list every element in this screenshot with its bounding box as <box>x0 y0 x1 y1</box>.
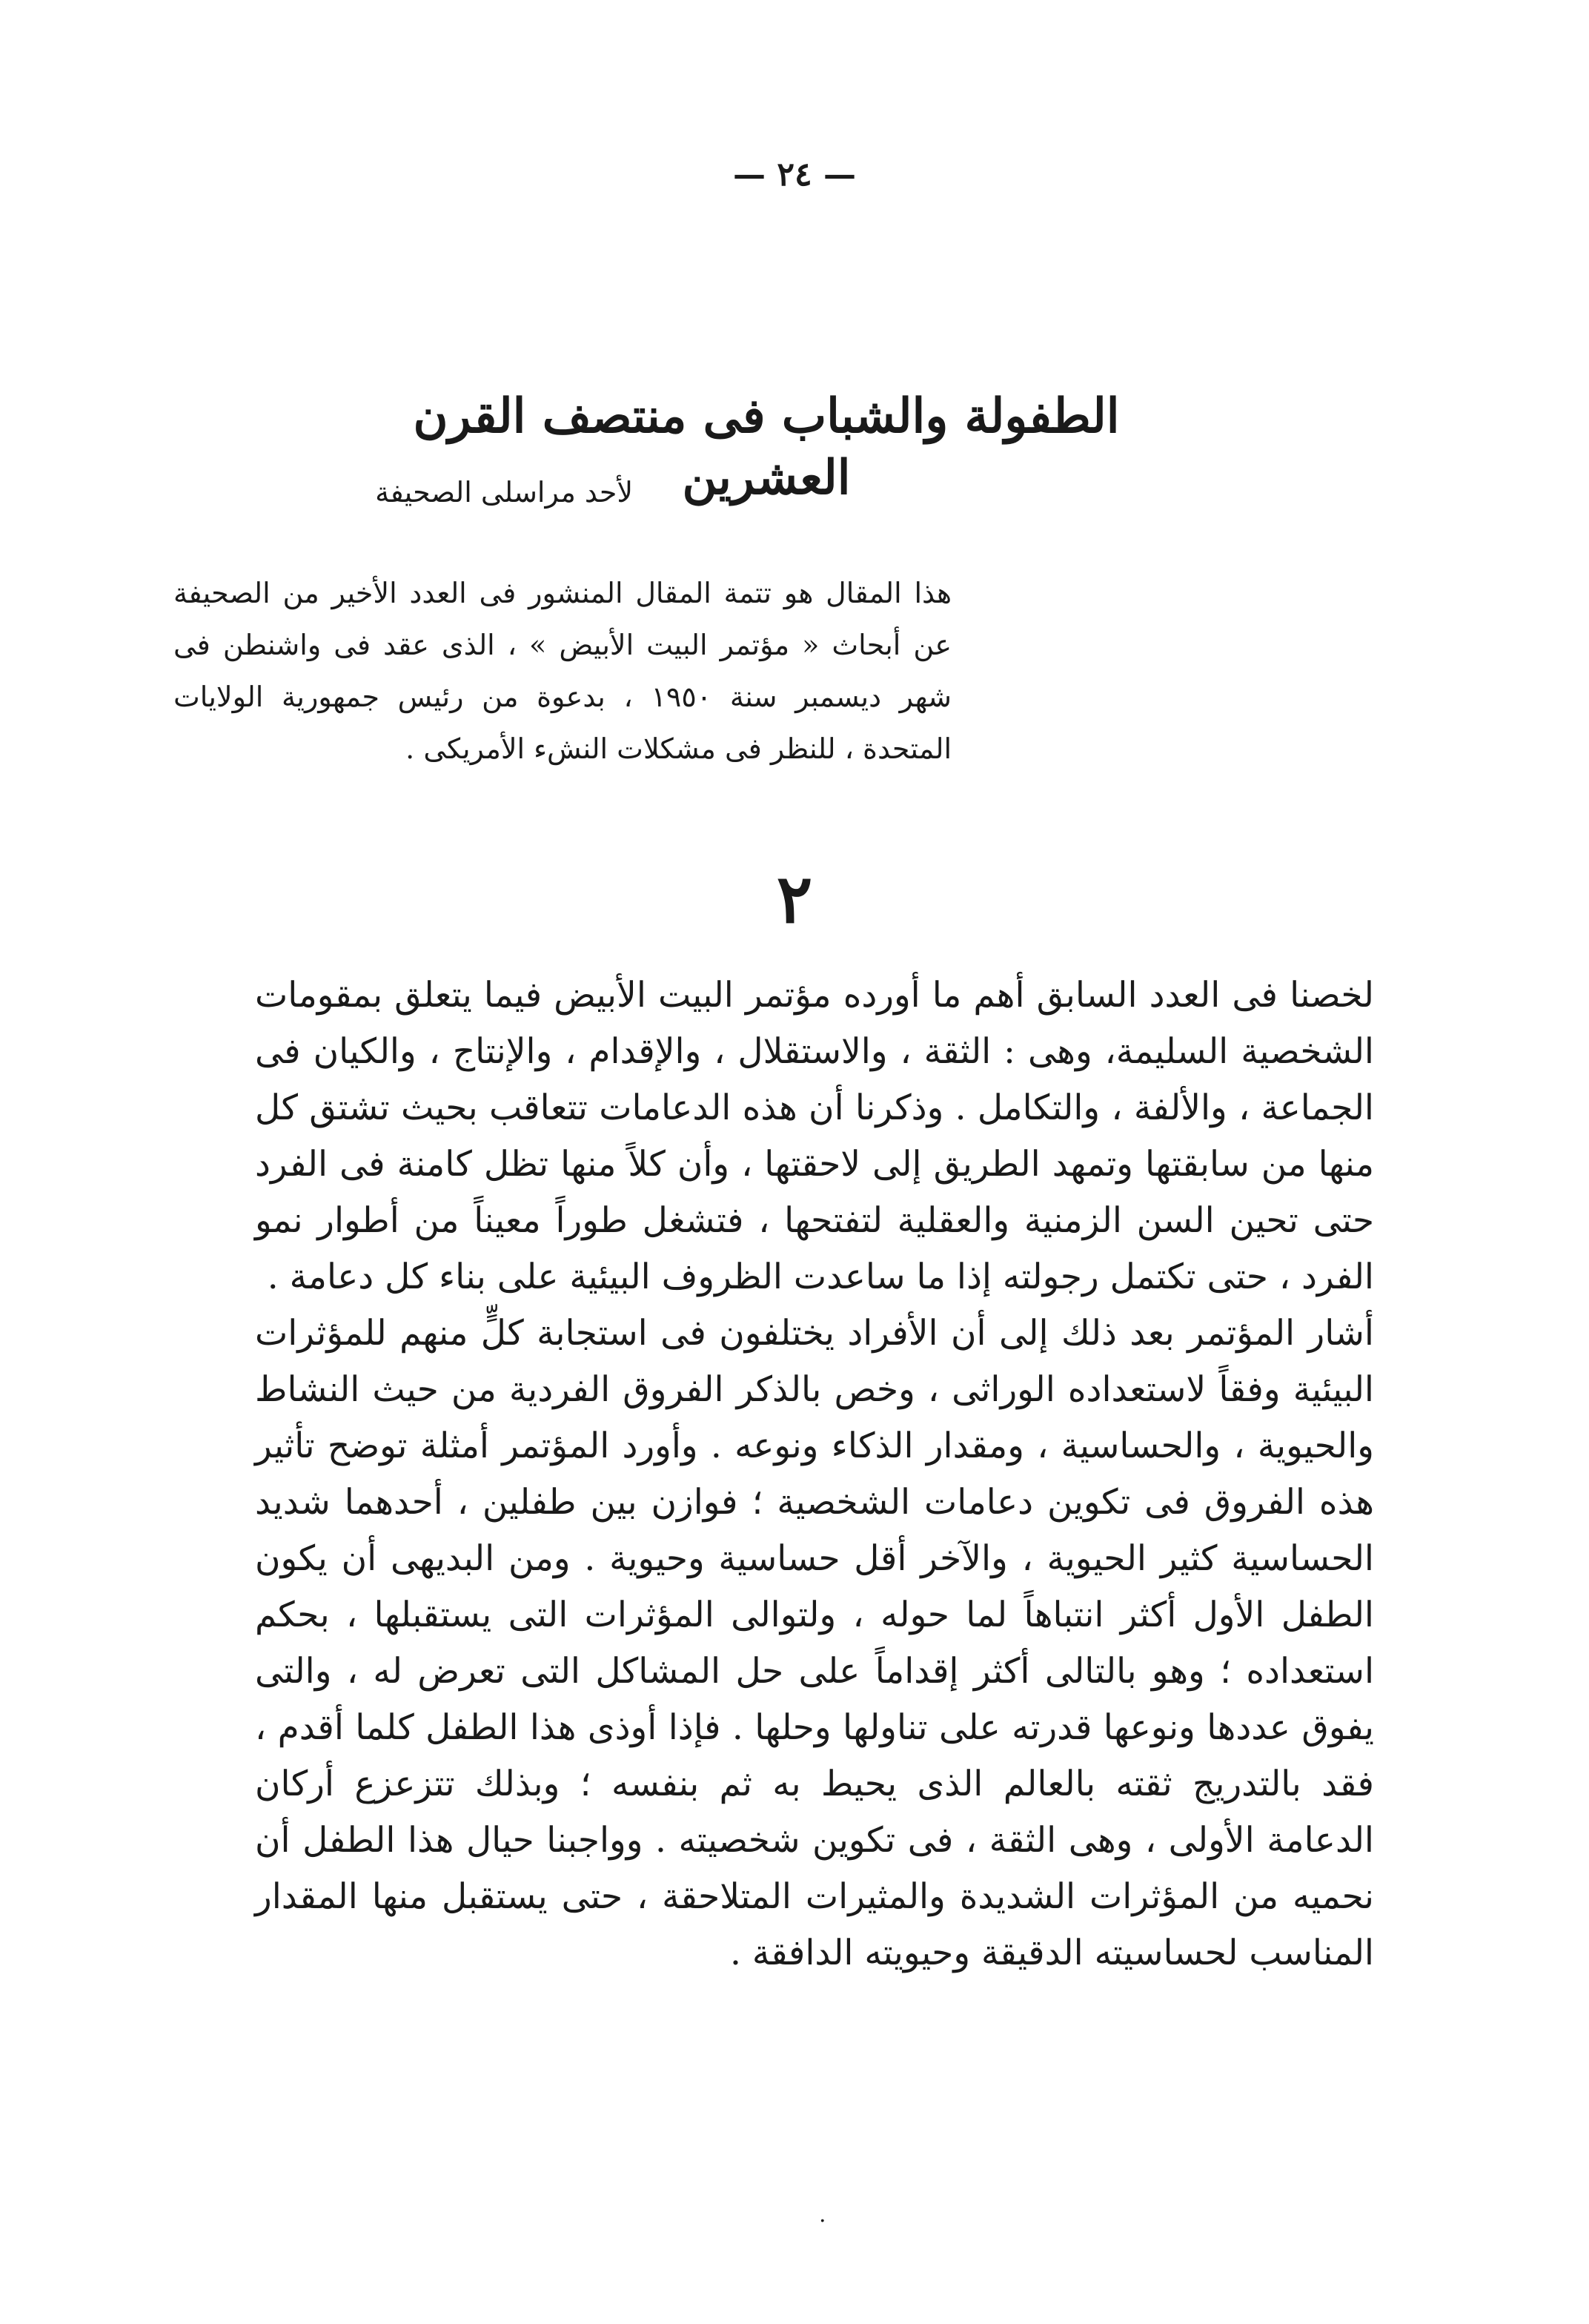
page-number: — ٢٤ — <box>733 156 856 193</box>
body-paragraph-1: لخصنا فى العدد السابق أهم ما أورده مؤتمر البيت الأبيض فيما يتعلق بمقومات الشخصية السليمة، وهى : الثقة ، والاستقلال ، والإقدام ، والإنتاج ، والكيان فى الجماعة ، والألفة ، والتكامل . وذكرنا أن هذه الدعامات تتعاقب بحيث تشتق كل منها من سابقتها وتمهد الطريق إلى لاحقتها ، وأن كلاً منها تظل كامنة فى الفرد حتى تحين السن الزمنية والعقلية لتفتحها ، فتشغل طوراً معيناً من أطوار نمو الفرد ، حتى تكتمل رجولته إذا ما ساعدت الظروف البيئية على بناء كل دعامة . <box>255 975 1374 1297</box>
article-byline: لأحد مراسلى الصحيفة <box>375 476 633 509</box>
body-paragraph-2: أشار المؤتمر بعد ذلك إلى أن الأفراد يختلفون فى استجابة كلٍّ منهم للمؤثرات البيئية وفقاً لاستعداده الوراثى ، وخص بالذكر الفروق الفردية من حيث النشاط والحيوية ، والحساسية ، ومقدار الذكاء ونوعه . وأورد المؤتمر أمثلة توضح تأثير هذه الفروق فى تكوين دعامات الشخصية ؛ فوازن بين طفلين ، أحدهما شديد الحساسية كثير الحيوية ، والآخر أقل حساسية وحيوية . ومن البديهى أن يكون الطفل الأول أكثر انتباهاً لما حوله ، ولتوالى المؤثرات التى يستقبلها ، بحكم استعداده ؛ وهو بالتالى أكثر إقداماً على حل المشاكل التى تعرض له ، والتى يفوق عددها ونوعها قدرته على تناولها وحلها . فإذا أوذى هذا الطفل كلما أقدم ، فقد بالتدريج ثقته بالعالم الذى يحيط به ثم بنفسه ؛ وبذلك تتزعزع أركان الدعامة الأولى ، وهى الثقة ، فى تكوين شخصيته . وواجبنا حيال هذا الطفل أن نحميه من المؤثرات الشديدة والمثيرات المتلاحقة ، حتى يستقبل منها المقدار المناسب لحساسيته الدقيقة وحيويته الدافقة . <box>255 1313 1374 1973</box>
article-body <box>255 967 1374 1982</box>
end-mark: . <box>819 2202 826 2228</box>
section-number: ٢ <box>776 860 813 938</box>
article-title: الطفولة والشباب فى منتصف القرن العشرين <box>413 388 1120 506</box>
article-intro: هذا المقال هو تتمة المقال المنشور فى العدد الأخير من الصحيفة عن أبحاث « مؤتمر البيت الأبيض » ، الذى عقد فى واشنطن فى شهر ديسمبر سنة ١٩٥٠ ، بدعوة من رئيس جمهورية الولايات المتحدة ، للنظر فى مشكلات النشء الأمريكى . <box>173 577 952 765</box>
